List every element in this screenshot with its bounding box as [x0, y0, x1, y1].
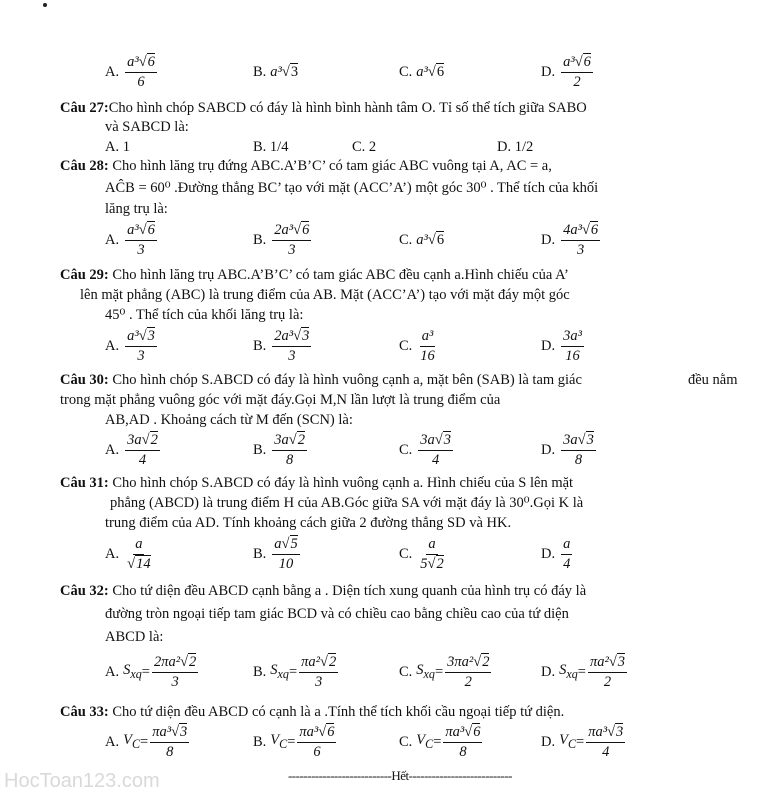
question-31-line-3: trung điểm của AD. Tính khoảng cách giữa 2 đường thẳng SD và HK. [105, 515, 512, 531]
question-33-line-1 [60, 702, 564, 722]
answer-D: D. $\frac{\text{4a³√6}}{3}$ [541, 221, 599, 258]
question-30-line-1 [60, 370, 582, 390]
question-29-line-3: 45⁰ . Thể tích của khối lăng trụ là: [105, 307, 304, 323]
question-32-answers [105, 652, 665, 694]
answer-D: D. $S_{xq}$ = $\frac{\text{πa²√3}}{2}$ [541, 653, 626, 690]
answer-A: A. $\frac{a}{√14}$ [105, 535, 151, 572]
question-28-line-3: lăng trụ là: [105, 201, 168, 217]
answer-B: B. $\frac{\text{2a³√3}}{3}$ [253, 327, 310, 364]
end-marker: ---------------------------Hết--------------------------- [287, 768, 513, 783]
question-31-label: Câu 31: [60, 475, 109, 491]
answers-row-top [105, 52, 665, 94]
question-30-label: Câu 30: [60, 372, 109, 388]
question-32-line-3: ABCD là: [105, 629, 164, 645]
answer-C: C. $\frac{3a√3}{4}$ [399, 431, 452, 468]
answer-A: A. $\frac{3a√2}{4}$ [105, 431, 158, 468]
question-29-label: Câu 29: [60, 267, 109, 283]
question-29-answers [105, 326, 665, 368]
question-31-text-1: Cho hình chóp S.ABCD có đáy là hình vuông cạnh a. Hình chiếu của S lên mặt [112, 475, 574, 491]
answer-B: B. a³ √ 3 [253, 63, 299, 80]
answer-A: A. $\frac{\text{a³√6}}{6}$ [105, 53, 155, 90]
answer-B: B. $V_C$ = $\frac{\text{πa³√6}}{6}$ [253, 723, 335, 760]
question-29-line-2: lên mặt phẳng (ABC) là trung điểm của AB. Mặt (ACC’A’) tạo với mặt đáy một góc [80, 287, 570, 303]
question-30-text-1: Cho hình chóp S.ABCD có đáy là hình vuông cạnh a, mặt bên (SAB) là tam giác [112, 372, 582, 388]
answer-D: D. $\frac{3a√3}{8}$ [541, 431, 594, 468]
answer-C: C. a³ √ 6 [399, 231, 445, 248]
question-33-text-1: Cho tứ diện đều ABCD có cạnh là a .Tính thể tích khối cầu ngoại tiếp tứ diện. [112, 704, 565, 720]
answer-B: B. $\frac{\text{2a³√6}}{3}$ [253, 221, 310, 258]
question-27-answer-D: D. 1/2 [497, 139, 534, 155]
question-28-text-1: Cho hình lăng trụ đứng ABC.A’B’C’ có tam giác ABC vuông tại A, AC = a, [112, 158, 552, 174]
answer-C: C. $S_{xq}$ = $\frac{\text{3πa²√2}}{2}$ [399, 653, 490, 690]
question-28-answers [105, 220, 665, 262]
page-dot [43, 3, 47, 7]
question-31-line-1 [60, 473, 573, 493]
question-27-answer-B: B. 1/4 [253, 139, 289, 155]
question-29-text-1: Cho hình lăng trụ ABC.A’B’C’ có tam giác ABC đều cạnh a.Hình chiếu của A’ [112, 267, 569, 283]
answer-A: A. $V_C$ = $\frac{\text{πa³√3}}{8}$ [105, 723, 188, 760]
question-31-line-2: phẳng (ABCD) là trung điểm H của AB.Góc giữa SA với mặt đáy là 30⁰.Gọi K là [110, 495, 584, 511]
question-27-answer-A: A. 1 [105, 139, 130, 155]
answer-C: C. $\frac{a}{5√2}$ [399, 535, 444, 572]
question-30-answers [105, 430, 665, 472]
answer-A: A. $S_{xq}$ = $\frac{\text{2πa²√2}}{3}$ [105, 653, 197, 690]
question-30-text-1b: đều nằm [688, 372, 738, 388]
question-28-line-1 [60, 156, 552, 176]
answer-C: C. $V_C$ = $\frac{\text{πa³√6}}{8}$ [399, 723, 481, 760]
question-27-line-2: và SABCD là: [105, 119, 189, 135]
question-32-label: Câu 32: [60, 583, 109, 599]
answer-C: C. $\frac{\text{a³}}{16}$ [399, 327, 435, 364]
question-27-text-1: Cho hình chóp SABCD có đáy là hình bình hành tâm O. Tỉ số thể tích giữa SABO [108, 100, 587, 116]
question-33-label: Câu 33: [60, 704, 109, 720]
question-28-label: Câu 28: [60, 158, 109, 174]
question-27-line-1 [60, 98, 587, 118]
question-27-answer-C: C. 2 [352, 139, 377, 155]
question-32-text-1: Cho tứ diện đều ABCD cạnh bằng a . Diện tích xung quanh của hình trụ có đáy là [112, 583, 587, 599]
question-30-line-2: trong mặt phẳng vuông góc với mặt đáy.Gọi M,N lần lượt là trung điểm của [60, 392, 501, 408]
answer-B: B. $\frac{3a√2}{8}$ [253, 431, 306, 468]
answer-C: C. a³ √ 6 [399, 63, 445, 80]
answer-B: B. $S_{xq}$ = $\frac{\text{πa²√2}}{3}$ [253, 653, 337, 690]
question-32-line-2: đường tròn ngoại tiếp tam giác BCD và có chiều cao bằng chiều cao của tứ diện [105, 606, 569, 622]
question-30-line-3: AB,AD . Khoảng cách từ M đến (SCN) là: [105, 412, 353, 428]
answer-D: D. $\frac{a}{4}$ [541, 535, 571, 572]
question-29-line-1 [60, 265, 569, 285]
answer-B: B. $\frac{a√5}{10}$ [253, 535, 298, 572]
answer-A: A. $\frac{\text{a³√6}}{3}$ [105, 221, 155, 258]
answer-D: D. $\frac{\text{3a³}}{16}$ [541, 327, 582, 364]
question-31-answers [105, 534, 665, 576]
question-27-label: Câu 27: [60, 100, 109, 116]
answer-D: D. $V_C$ = $\frac{\text{πa³√3}}{4}$ [541, 723, 624, 760]
question-28-line-2: AĈB = 60⁰ .Đường thẳng BC’ tạo với mặt (ACC’A’) một góc 30⁰ . Thể tích của khối [105, 180, 599, 196]
watermark: HocToan123.com [4, 770, 160, 792]
answer-A: A. $\frac{\text{a³√3}}{3}$ [105, 327, 155, 364]
answer-D: D. $\frac{\text{a³√6}}{2}$ [541, 53, 591, 90]
question-32-line-1 [60, 581, 586, 601]
question-33-answers [105, 722, 665, 764]
